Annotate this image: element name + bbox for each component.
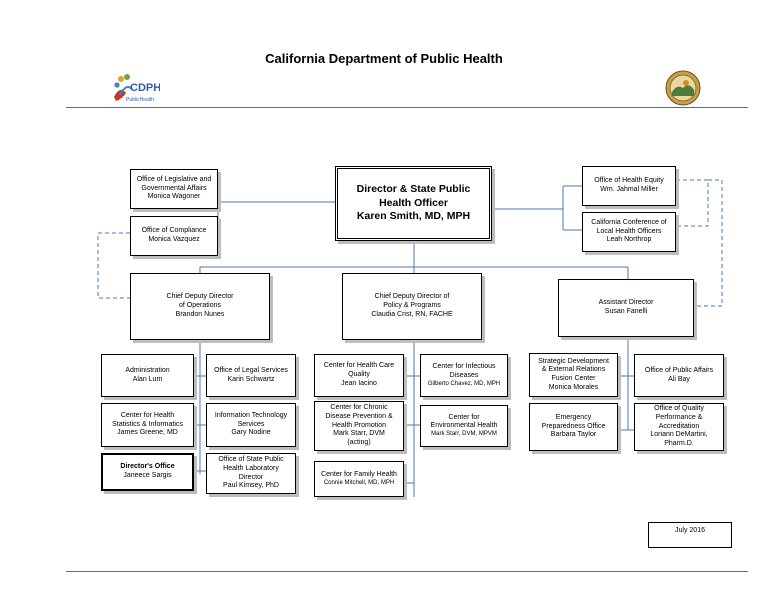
strategic-development-box[interactable] — [529, 353, 618, 397]
family-name: Connie Mitchell, MD, MPH — [323, 479, 395, 486]
public-health-lab-box[interactable] — [206, 453, 296, 494]
chronic-acting: (acting) — [347, 439, 371, 447]
emergency-name: Barbara Taylor — [550, 431, 597, 439]
strategic-name: Monica Morales — [548, 383, 599, 391]
health-equity-name: Wm. Jahmal Miller — [600, 186, 658, 193]
emergency-l1: Emergency — [555, 413, 592, 421]
health-care-quality-box[interactable] — [314, 354, 404, 397]
infectious-name: Gilberto Chavez, MD, MPH — [427, 380, 501, 387]
operations-deputy-box[interactable] — [130, 273, 270, 340]
date-box: July 2016 — [648, 522, 732, 548]
hcq-name: Jean Iacino — [341, 379, 377, 387]
public-affairs-name: Ali Bay — [668, 375, 690, 383]
emergency-l2: Preparedness Office — [541, 422, 606, 430]
compliance-name: Monica Vazquez — [148, 236, 200, 243]
logo-subtext: PublicHealth — [126, 97, 155, 103]
administration-name: Alan Lum — [132, 375, 163, 383]
director-title-1: Director & State Public — [356, 183, 471, 196]
emergency-preparedness-box[interactable] — [529, 403, 618, 451]
compliance-l1: Office of Compliance — [141, 227, 207, 235]
environmental-health-box[interactable] — [420, 405, 508, 447]
page-title: California Department of Public Health — [265, 51, 503, 66]
directors-office-name: Janeece Sargis — [123, 472, 172, 479]
public-affairs-box[interactable] — [634, 354, 724, 397]
quality-l2: Performance & — [655, 413, 703, 421]
policy-name: Claudia Crist, RN, FACHE — [371, 310, 453, 318]
strategic-l3: Fusion Center — [551, 375, 596, 382]
legal-services-box[interactable] — [206, 354, 296, 397]
health-equity-l1: Office of Health Equity — [594, 177, 664, 185]
infectious-l1: Center for Infectious — [432, 363, 496, 370]
quality-name: Loriann DeMartini, — [650, 431, 708, 439]
quality-credential: Pharm.D. — [664, 440, 694, 448]
lab-l2: Health Laboratory — [223, 464, 279, 472]
assistant-l1: Assistant Director — [598, 299, 654, 307]
strategic-l2: & External Relations — [541, 366, 606, 374]
infectious-l2: Diseases — [449, 371, 479, 379]
chronic-name: Mark Starr, DVM — [333, 430, 385, 438]
director-box[interactable] — [335, 166, 492, 241]
assistant-name: Susan Fanelli — [604, 308, 648, 315]
chronic-l1: Center for Chronic — [330, 404, 388, 412]
environmental-l1: Center for — [448, 413, 480, 421]
lab-l1: Office of State Public — [218, 456, 284, 463]
operations-l1: Chief Deputy Director — [166, 293, 234, 301]
family-l1: Center for Family Health — [321, 470, 397, 478]
hcq-l2: Quality — [348, 371, 370, 379]
environmental-name: Mark Starr, DVM, MPVM — [431, 431, 497, 437]
dashed-connector-right-offices — [676, 180, 708, 226]
legal-l1: Office of Legal Services — [214, 366, 288, 374]
director-name: Karen Smith, MD, MPH — [356, 210, 471, 223]
legislative-l2: Governmental Affairs — [141, 184, 207, 192]
operations-name: Brandon Nunes — [175, 310, 225, 318]
quality-l3: Accreditation — [658, 422, 700, 430]
local-health-officers-box[interactable] — [582, 212, 676, 252]
statistics-l2: Statistics & Informatics — [112, 420, 183, 428]
quality-l1: Office of Quality — [654, 405, 704, 413]
lab-name: Paul Kimsey, PhD — [223, 482, 279, 490]
policy-l2: Policy & Programs — [383, 302, 441, 310]
directors-office-box[interactable] — [101, 453, 194, 491]
infectious-diseases-box[interactable] — [420, 354, 508, 397]
family-health-box[interactable] — [314, 461, 404, 497]
dashed-connector-compliance — [98, 233, 130, 298]
it-name: Gary Nodine — [231, 429, 271, 437]
ccl-name: Leah Northrop — [606, 236, 652, 244]
administration-box[interactable] — [101, 354, 194, 397]
public-affairs-l1: Office of Public Affairs — [644, 366, 714, 374]
legislative-affairs-box[interactable] — [130, 169, 218, 209]
it-l2: Services — [237, 420, 265, 428]
operations-l2: of Operations — [178, 302, 221, 310]
health-statistics-box[interactable] — [101, 403, 194, 447]
logo-text: CDPH — [130, 82, 160, 94]
environmental-l2: Environmental Health — [430, 422, 498, 430]
ccl-l2: Local Health Officers — [596, 227, 662, 235]
it-l1: Information Technology — [214, 411, 288, 419]
ccl-l1: California Conference of — [591, 218, 667, 226]
strategic-l1: Strategic Development — [538, 357, 609, 365]
chronic-l3: Health Promotion — [331, 421, 387, 429]
assistant-director-box[interactable] — [558, 279, 694, 337]
legislative-name: Monica Wagoner — [147, 193, 201, 201]
hcq-l1: Center for Health Care — [323, 362, 395, 370]
directors-office-l1: Director's Office — [120, 463, 175, 471]
compliance-box[interactable] — [130, 216, 218, 256]
policy-l1: Chief Deputy Director of — [374, 293, 450, 301]
legal-name: Karin Schwartz — [227, 375, 275, 383]
statistics-name: James Greene, MD — [117, 429, 178, 437]
chronic-disease-box[interactable] — [314, 401, 404, 451]
legislative-l1: Office of Legislative and — [136, 175, 212, 183]
health-equity-box[interactable] — [582, 166, 676, 206]
quality-performance-box[interactable] — [634, 403, 724, 451]
it-services-box[interactable] — [206, 403, 296, 447]
director-title-2: Health Officer — [379, 196, 448, 209]
chronic-l2: Disease Prevention & — [325, 412, 393, 420]
administration-l1: Administration — [125, 366, 170, 374]
policy-deputy-box[interactable] — [342, 273, 482, 340]
lab-l3: Director — [238, 473, 264, 481]
statistics-l1: Center for Health — [120, 411, 175, 419]
